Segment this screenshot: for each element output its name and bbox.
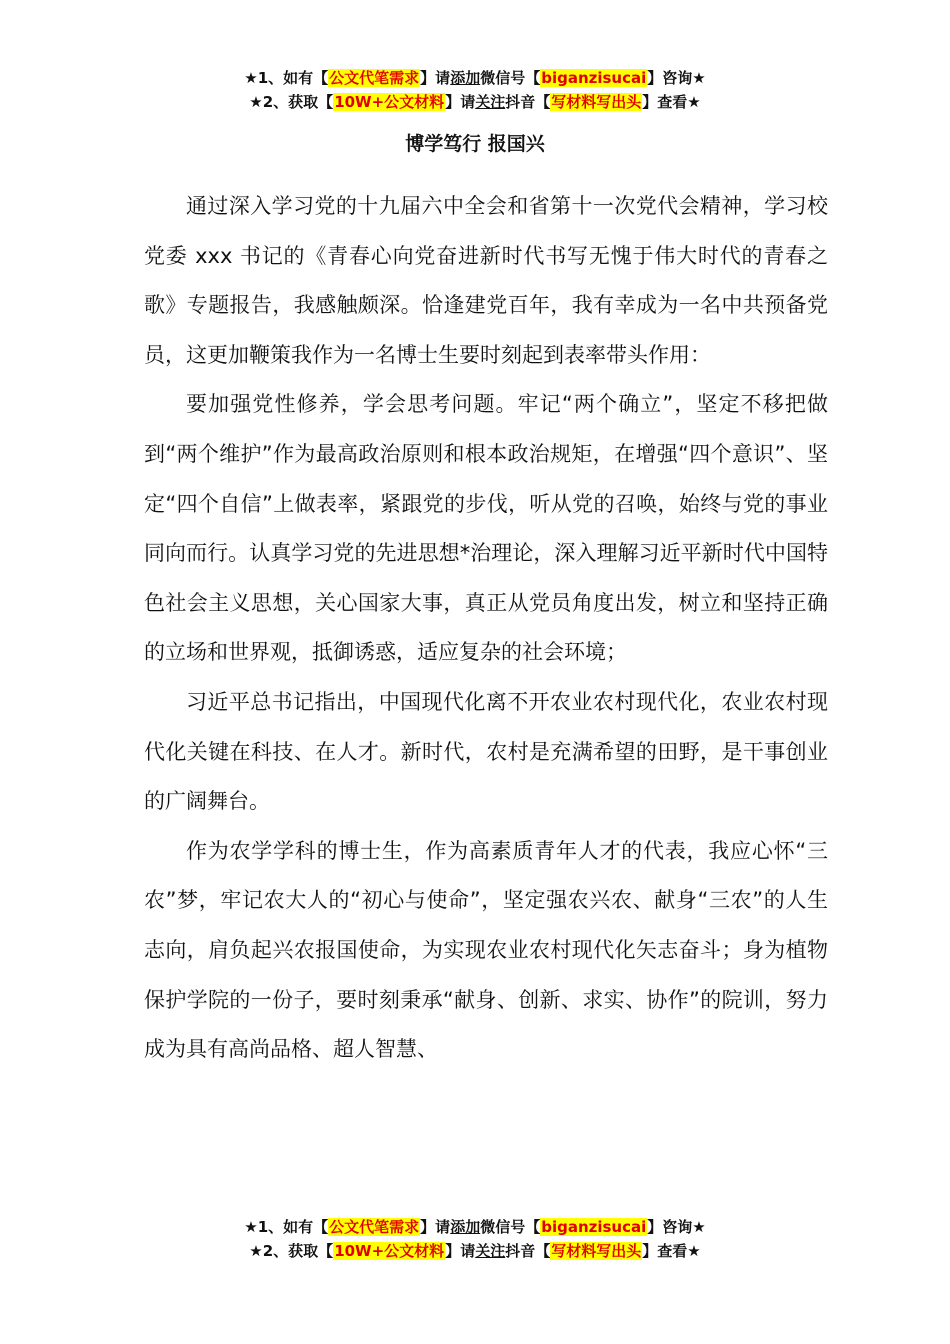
document-body	[144, 182, 828, 1075]
banner-text: 微信号【	[480, 1218, 541, 1236]
banner-line-2	[0, 1239, 950, 1263]
header-banner	[0, 66, 950, 114]
banner-text: 微信号【	[480, 69, 541, 87]
banner-text: 】查看★	[642, 93, 701, 111]
banner-text: 】请	[445, 93, 476, 111]
banner-highlight: 写材料写出头	[551, 93, 642, 111]
banner-text: ★1、如有【	[244, 1218, 329, 1236]
banner-highlight: biganzisucai	[541, 1218, 647, 1236]
footer-banner	[0, 1215, 950, 1263]
banner-highlight: 公文代笔需求	[329, 69, 420, 87]
banner-text: ★2、获取【	[249, 1242, 334, 1260]
banner-highlight: 公文代笔需求	[329, 1218, 420, 1236]
banner-text: 】查看★	[642, 1242, 701, 1260]
banner-text: 】请	[420, 69, 451, 87]
banner-text: 】咨询★	[647, 69, 706, 87]
banner-line-2	[0, 90, 950, 114]
banner-text: 抖音【	[505, 1242, 551, 1260]
banner-highlight: 10W+公文材料	[334, 93, 445, 111]
banner-underline: 关注	[475, 1242, 506, 1260]
banner-highlight: 写材料写出头	[551, 1242, 642, 1260]
paragraph: 习近平总书记指出，中国现代化离不开农业农村现代化，农业农村现代化关键在科技、在人才。新时代，农村是充满希望的田野，是干事创业的广阔舞台。	[144, 689, 828, 814]
banner-line-1	[0, 66, 950, 90]
paragraph: 通过深入学习党的十九届六中全会和省第十一次党代会精神，学习校党委 xxx 书记的《青春心向党奋进新时代书写无愧于伟大时代的青春之歌》专题报告，我感触颇深。恰逢建党百年，我有幸成为一名中共预备党员，这更加鞭策我作为一名博士生要时刻起到表率带头作用：	[144, 194, 828, 367]
banner-text: ★2、获取【	[249, 93, 334, 111]
banner-text: 】请	[420, 1218, 451, 1236]
banner-text: ★1、如有【	[244, 69, 329, 87]
banner-text: 抖音【	[505, 93, 551, 111]
banner-text: 】咨询★	[647, 1218, 706, 1236]
banner-highlight: 10W+公文材料	[334, 1242, 445, 1260]
paragraph: 要加强党性修养，学会思考问题。牢记“两个确立”，坚定不移把做到“两个维护”作为最高政治原则和根本政治规矩，在增强“四个意识”、坚定“四个自信”上做表率，紧跟党的步伐，听从党的召唤，始终与党的事业同向而行。认真学习党的先进思想*治理论，深入理解习近平新时代中国特色社会主义思想，关心国家大事，真正从党员角度出发，树立和坚持正确的立场和世界观，抵御诱惑，适应复杂的社会环境；	[144, 392, 828, 665]
paragraph: 作为农学学科的博士生，作为高素质青年人才的代表，我应心怀“三农”梦，牢记农大人的“初心与使命”，坚定强农兴农、献身“三农”的人生志向，肩负起兴农报国使命，为实现农业农村现代化矢志奋斗；身为植物保护学院的一份子，要时刻秉承“献身、创新、求实、协作”的院训，努力成为具有高尚品格、超人智慧、	[144, 838, 828, 1062]
banner-underline: 添加	[450, 69, 481, 87]
document-title: 博学笃行 报国兴	[405, 133, 545, 155]
banner-highlight: biganzisucai	[541, 69, 647, 87]
banner-line-1	[0, 1215, 950, 1239]
banner-text: 】请	[445, 1242, 476, 1260]
banner-underline: 关注	[475, 93, 506, 111]
banner-underline: 添加	[450, 1218, 481, 1236]
